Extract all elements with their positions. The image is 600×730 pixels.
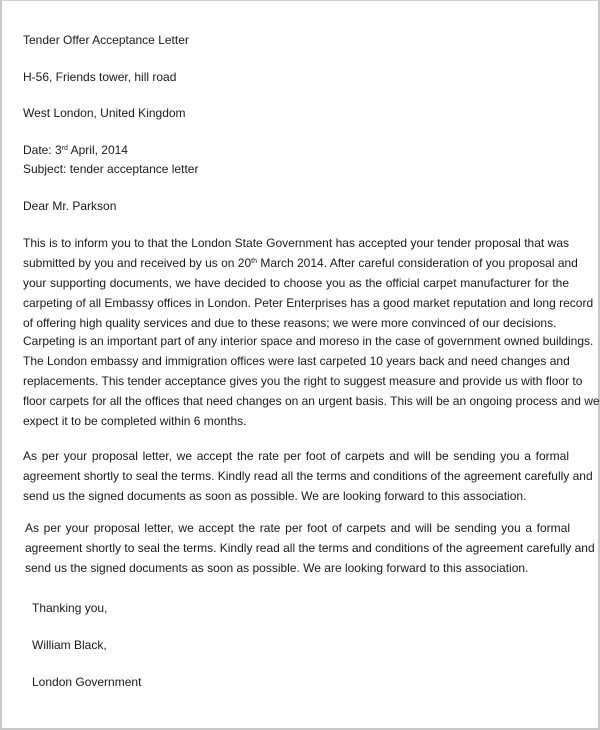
paragraph-line: This is to inform you to that the London State Government has accepted your tender proposal that was: [23, 236, 569, 250]
subject-line: Subject: tender acceptance letter: [23, 162, 199, 176]
paragraph-line: The London embassy and immigration offices were last carpeted 10 years back and need changes and: [23, 354, 570, 368]
date-superscript: rd: [61, 145, 68, 152]
date-superscript: th: [251, 258, 257, 265]
date-rest: April, 2014: [67, 143, 128, 157]
paragraph-line: replacements. This tender acceptance gives you the right to suggest measure and provide us with floor to: [23, 374, 583, 388]
paragraph-line: agreement shortly to seal the terms. Kindly read all the terms and conditions of the agreement carefully and: [25, 541, 595, 555]
paragraph-line: expect it to be completed within 6 months.: [23, 414, 247, 428]
paragraph-line: of offering high quality services and due to these reasons; we were more convinced of our decisions.: [23, 316, 557, 330]
paragraph-line: carpeting of all Embassy offices in London. Peter Enterprises has a good market reputation and long record: [23, 296, 594, 310]
document-title: Tender Offer Acceptance Letter: [23, 33, 189, 47]
address-line-1: H-56, Friends tower, hill road: [23, 70, 177, 84]
body-paragraph-3: [23, 446, 593, 506]
closing: Thanking you,: [32, 601, 108, 615]
paragraph-line: send us the signed documents as soon as possible. We are looking forward to this association.: [23, 489, 527, 503]
paragraph-line: agreement shortly to seal the terms. Kindly read all the terms and conditions of the agreement carefully and: [23, 469, 593, 483]
paragraph-line: your supporting documents, we have decided to choose you as the official carpet manufacturer for the: [23, 276, 569, 290]
signature-organization: London Government: [32, 675, 142, 689]
paragraph-line: As per your proposal letter, we accept the rate per foot of carpets and will be sending you a formal: [25, 521, 570, 535]
body-paragraph-1: [23, 233, 594, 333]
address-line-2: West London, United Kingdom: [23, 106, 186, 120]
paragraph-line: As per your proposal letter, we accept the rate per foot of carpets and will be sending you a formal: [23, 449, 569, 463]
date-line: [23, 143, 128, 157]
paragraph-line: send us the signed documents as soon as possible. We are looking forward to this association.: [25, 561, 529, 575]
date-label: Date: 3: [23, 143, 62, 157]
paragraph-line: submitted by you and received by us on 20th March 2014. After careful consideration of you proposal and: [23, 256, 578, 270]
paragraph-line: Carpeting is an important part of any interior space and moreso in the case of government owned buildings.: [23, 334, 594, 348]
salutation: Dear Mr. Parkson: [23, 199, 117, 213]
paragraph-line: floor carpets for all the offices that need changes on an urgent basis. This will be an ongoing process and we: [23, 394, 600, 408]
body-paragraph-2: [23, 331, 600, 431]
body-paragraph-4: [25, 518, 595, 578]
signature-name: William Black,: [32, 638, 107, 652]
